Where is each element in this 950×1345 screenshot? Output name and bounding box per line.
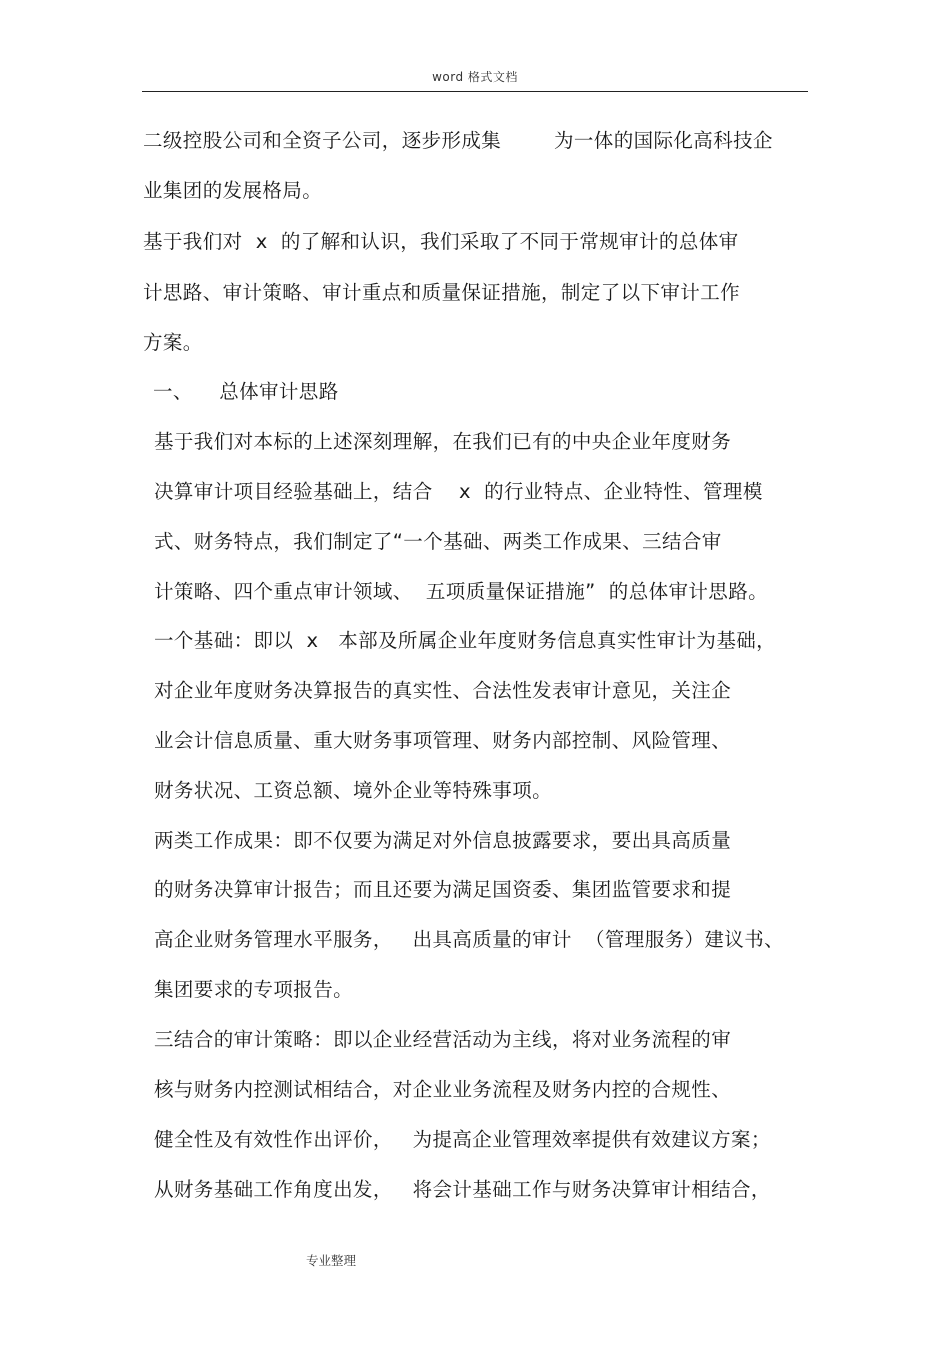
text-line: 三结合的审计策略：即以企业经营活动为主线，将对业务流程的审 bbox=[154, 1028, 732, 1051]
page-footer: 专业整理 bbox=[306, 1253, 357, 1268]
text-line: 集团要求的专项报告。 bbox=[154, 978, 354, 1001]
text-line: 财务状况、工资总额、境外企业等特殊事项。 bbox=[154, 779, 553, 802]
section-heading: 一、 总体审计思路 bbox=[153, 380, 339, 403]
text-line: 高企业财务管理水平服务， 出具高质量的审计 （管理服务）建议书、 bbox=[154, 928, 784, 951]
text-line: 计策略、四个重点审计领域、 五项质量保证措施” 的总体审计思路。 bbox=[154, 580, 768, 603]
text-line: 两类工作成果：即不仅要为满足对外信息披露要求，要出具高质量 bbox=[154, 829, 732, 852]
header-rule bbox=[142, 91, 808, 92]
text-line: 健全性及有效性作出评价， 为提高企业管理效率提供有效建议方案； bbox=[154, 1128, 771, 1151]
text-line: 计思路、审计策略、审计重点和质量保证措施，制定了以下审计工作 bbox=[143, 281, 741, 304]
text-line: 的财务决算审计报告；而且还要为满足国资委、集团监管要求和提 bbox=[154, 878, 732, 901]
text-line: 业会计信息质量、重大财务事项管理、财务内部控制、风险管理、 bbox=[154, 729, 732, 752]
text-line: 决算审计项目经验基础上，结合 x 的行业特点、企业特性、管理模 bbox=[154, 480, 763, 503]
text-line: 核与财务内控测试相结合，对企业业务流程及财务内控的合规性、 bbox=[154, 1078, 732, 1101]
text-line: 方案。 bbox=[143, 331, 203, 354]
text-line: 式、财务特点，我们制定了“一个基础、两类工作成果、三结合审 bbox=[154, 530, 722, 553]
page-header: word 格式文档 bbox=[432, 70, 518, 84]
text-line: 从财务基础工作角度出发， 将会计基础工作与财务决算审计相结合， bbox=[154, 1178, 771, 1201]
text-line: 二级控股公司和全资子公司，逐步形成集 为一体的国际化高科技企 bbox=[143, 129, 773, 152]
text-line: 基于我们对 x 的了解和认识，我们采取了不同于常规审计的总体审 bbox=[143, 230, 739, 253]
text-line: 基于我们对本标的上述深刻理解，在我们已有的中央企业年度财务 bbox=[154, 430, 732, 453]
text-line: 业集团的发展格局。 bbox=[143, 179, 323, 202]
text-line: 一个基础：即以 x 本部及所属企业年度财务信息真实性审计为基础， bbox=[154, 629, 777, 652]
text-line: 对企业年度财务决算报告的真实性、合法性发表审计意见，关注企 bbox=[154, 679, 732, 702]
